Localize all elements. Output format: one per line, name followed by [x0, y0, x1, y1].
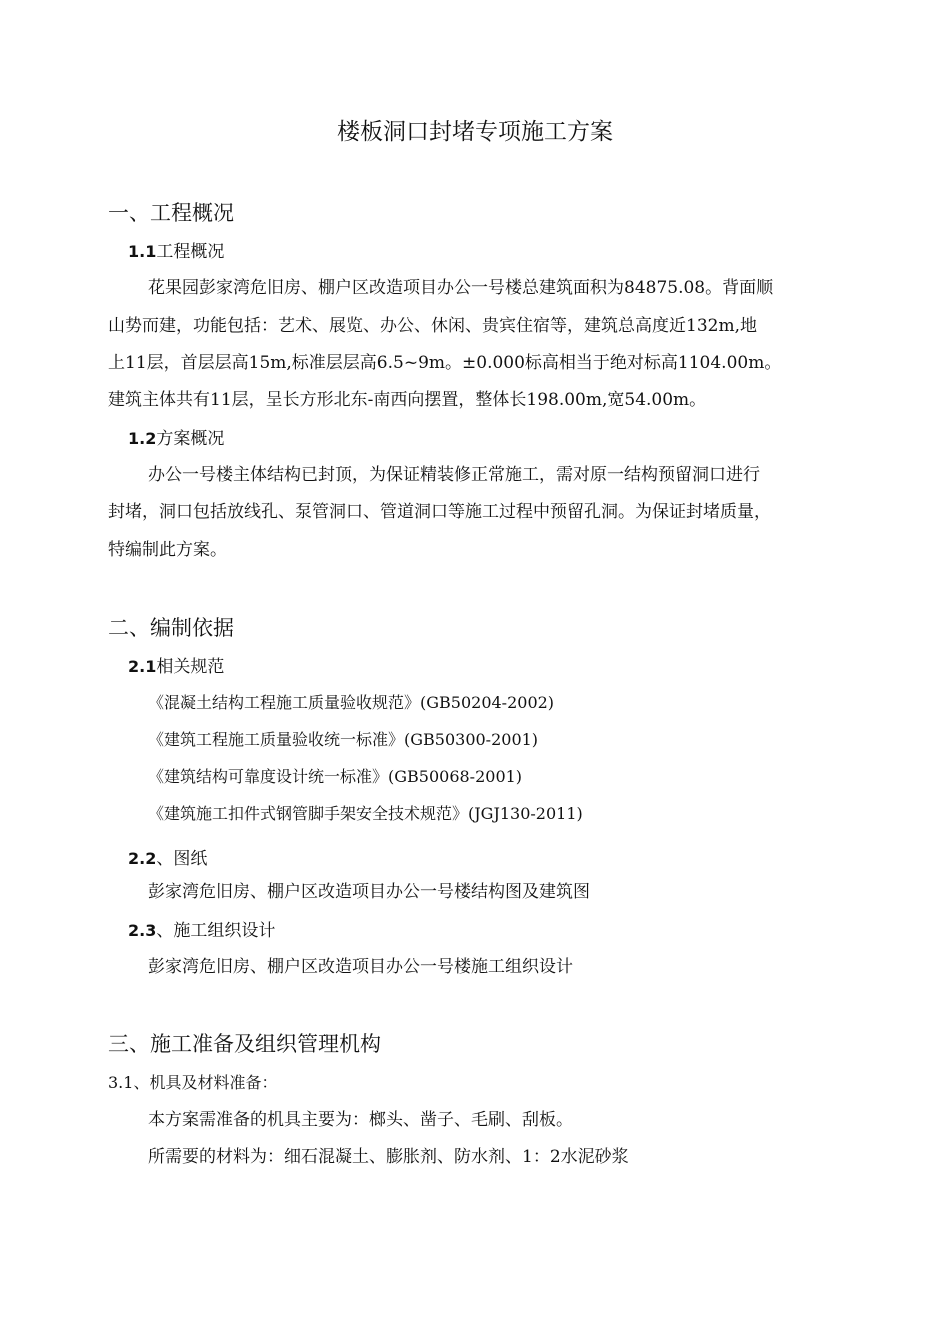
subsection-number: 2.3	[128, 921, 157, 940]
subsection-number: 1.2	[128, 429, 157, 448]
subsection-number: 3.1	[108, 1073, 134, 1092]
reference-item: 《建筑施工扣件式钢管脚手架安全技术规范》(JGJ130-2011)	[148, 804, 583, 823]
subsection-label: 、图纸	[156, 849, 208, 869]
section-heading-1: 一、工程概况	[108, 201, 234, 225]
subsection-heading-3-1	[108, 1070, 277, 1093]
subsection-heading-2-1	[128, 652, 224, 677]
subsection-heading-2-2	[128, 844, 207, 869]
section-heading-3: 三、施工准备及组织管理机构	[108, 1032, 381, 1056]
paragraph-line: 所需要的材料为：细石混凝土、膨胀剂、防水剂、1：2水泥砂浆	[148, 1147, 629, 1167]
subsection-number: 2.2	[128, 849, 157, 868]
paragraph-line: 本方案需准备的机具主要为：榔头、凿子、毛刷、刮板。	[148, 1110, 573, 1130]
subsection-heading-1-2	[128, 424, 224, 449]
paragraph-line: 彭家湾危旧房、棚户区改造项目办公一号楼施工组织设计	[148, 957, 573, 977]
subsection-label: 、施工组织设计	[156, 921, 276, 941]
paragraph-line: 花果园彭家湾危旧房、棚户区改造项目办公一号楼总建筑面积为84875.08。背面顺	[148, 278, 774, 298]
subsection-label: 、机具及材料准备：	[133, 1073, 278, 1092]
paragraph-line: 封堵，洞口包括放线孔、泵管洞口、管道洞口等施工过程中预留孔洞。为保证封堵质量，	[108, 502, 771, 522]
subsection-label: 相关规范	[156, 657, 225, 677]
subsection-heading-1-1	[128, 237, 224, 262]
subsection-label: 方案概况	[156, 429, 225, 449]
section-heading-2: 二、编制依据	[108, 616, 234, 640]
paragraph-line: 建筑主体共有11层，呈长方形北东-南西向摆置，整体长198.00m,宽54.00m。	[108, 390, 707, 410]
paragraph-line: 彭家湾危旧房、棚户区改造项目办公一号楼结构图及建筑图	[148, 882, 590, 902]
paragraph-line: 山势而建，功能包括：艺术、展览、办公、休闲、贵宾住宿等，建筑总高度近132m,地	[108, 316, 757, 336]
subsection-number: 2.1	[128, 657, 157, 676]
paragraph-line: 办公一号楼主体结构已封顶，为保证精装修正常施工，需对原一结构预留洞口进行	[148, 465, 760, 485]
reference-item: 《建筑结构可靠度设计统一标准》(GB50068-2001)	[148, 767, 523, 786]
paragraph-line: 特编制此方案。	[108, 540, 227, 560]
paragraph-line: 上11层，首层层高15m,标准层层高6.5~9m。±0.000标高相当于绝对标高1104.00m。	[108, 353, 782, 373]
reference-item: 《建筑工程施工质量验收统一标准》(GB50300-2001)	[148, 730, 539, 749]
document-title: 楼板洞口封堵专项施工方案	[337, 119, 613, 145]
subsection-heading-2-3	[128, 916, 275, 941]
subsection-number: 1.1	[128, 242, 157, 261]
reference-item: 《混凝土结构工程施工质量验收规范》(GB50204-2002)	[148, 693, 555, 712]
subsection-label: 工程概况	[156, 242, 225, 262]
